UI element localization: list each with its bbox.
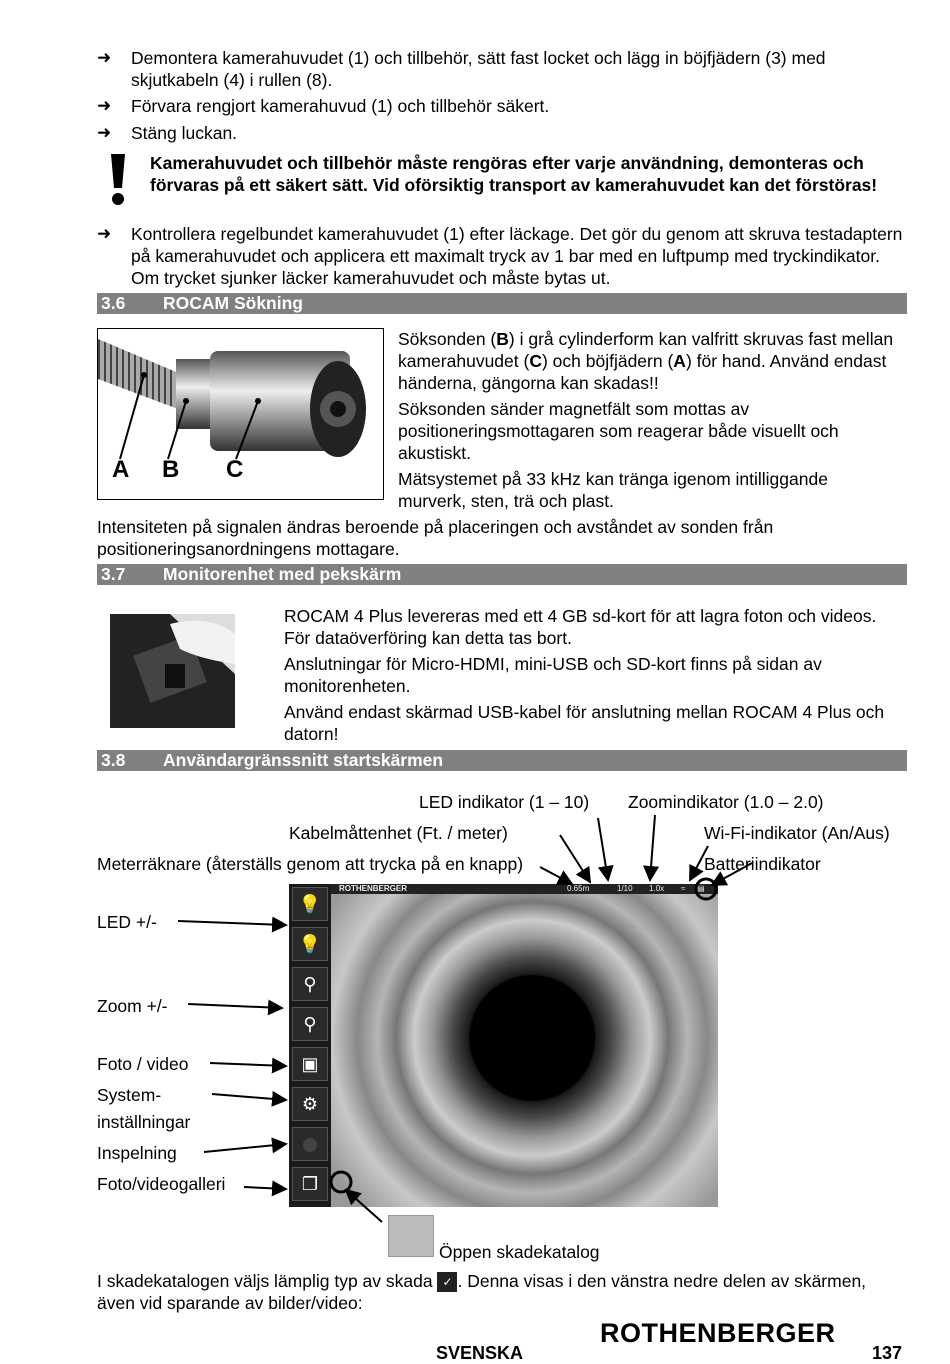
section-number: 3.6 [101, 293, 126, 313]
bullet-item [97, 122, 907, 144]
section-title: ROCAM Sökning [163, 293, 303, 313]
bullet-text: Förvara rengjort kamerahuvud (1) och tillbehör säkert. [131, 96, 550, 116]
screen-status-bar [331, 884, 718, 894]
arrow-right-icon: ➜ [97, 48, 112, 67]
section-title: Monitorenhet med pekskärm [163, 564, 402, 584]
wifi-icon: ≈ [681, 884, 686, 893]
led-level-readout: 1/10 [617, 884, 633, 893]
paragraph [97, 1270, 907, 1314]
bullet-text: Kontrollera regelbundet kamerahuvudet (1) efter läckage. Det gör du genom att skruva testadaptern på kamerahuvudet och applicera ett maximalt tryck av 1 bar med en luftpump med tryckindikator. Om trycket sjunker läcker kamerahuvudet och måste bytas ut. [131, 224, 903, 288]
distance-readout[interactable]: 0.65m [567, 884, 590, 893]
camera-icon[interactable]: ▣ [292, 1047, 328, 1081]
figure-label-c: C [226, 456, 244, 483]
paragraph: Söksonden sänder magnetfält som mottas av positioneringsmottagaren som reagerar både visuellt och akustiskt. [398, 399, 839, 463]
system-settings-label-2: inställningar [97, 1112, 191, 1132]
section-heading [97, 293, 907, 314]
meter-counter-label: Meterräknare (återställs genom att trycka på en knapp) [97, 854, 524, 874]
section-heading [97, 750, 907, 771]
page-number: 137 [872, 1343, 903, 1363]
led-plus-icon[interactable]: 💡 [292, 887, 328, 921]
camera-view [331, 894, 718, 1207]
exclamation-icon [108, 152, 128, 206]
damage-catalog-icon[interactable] [388, 1215, 434, 1257]
zoom-indicator-label: Zoomindikator (1.0 – 2.0) [628, 792, 824, 812]
screen-sidebar [289, 884, 331, 1207]
figure-label-b: B [162, 456, 180, 483]
gallery-icon[interactable]: ❐ [292, 1167, 328, 1201]
paragraph: Mätsystemet på 33 kHz kan tränga igenom intilliggande murverk, sten, trä och plast. [398, 469, 828, 511]
recording-label: Inspelning [97, 1143, 177, 1163]
camera-head-figure [97, 328, 384, 500]
paragraph: ROCAM 4 Plus levereras med ett 4 GB sd-kort för att lagra foton och videos. För dataöverföring kan detta tas bort. [284, 606, 877, 648]
bullet-text: Demontera kamerahuvudet (1) och tillbehör, sätt fast locket och lägg in böjfjädern (3) med skjutkabeln (4) i rullen (8). [131, 48, 826, 90]
paragraph: Söksonden (B) i grå cylinderform kan valfritt skruvas fast mellan kamerahuvudet (C) och böjfjädern (A) för hand. Använd endast händerna, gängorna kan skadas!! [398, 329, 894, 393]
system-settings-label-1: System- [97, 1085, 162, 1105]
bullet-item [97, 47, 907, 91]
paragraph: Anslutningar för Micro-HDMI, mini-USB och SD-kort finns på sidan av monitorenheten. [284, 654, 822, 696]
arrow-right-icon: ➜ [97, 123, 112, 142]
cable-unit-label: Kabelmåttenhet (Ft. / meter) [289, 823, 508, 843]
arrow-right-icon: ➜ [97, 224, 112, 243]
section-heading [97, 564, 907, 585]
battery-icon: ▤ [697, 884, 705, 893]
monitor-sd-card-image [110, 614, 235, 728]
record-icon[interactable] [292, 1127, 328, 1161]
damage-catalog-label: Öppen skadekatalog [439, 1242, 600, 1262]
zoom-level-readout: 1.0x [649, 884, 665, 893]
paragraph: Intensiteten på signalen ändras beroende på placeringen och avståndet av sonden från positioneringsanordningens mottagare. [97, 517, 774, 559]
closing-text-2: . Denna visas i den vänstra nedre delen av skärmen, även vid sparande av bilder/video: [97, 1271, 867, 1314]
wifi-indicator-label: Wi-Fi-indikator (An/Aus) [704, 823, 890, 843]
section-number: 3.7 [101, 564, 126, 584]
figure-label-a: A [112, 456, 130, 483]
photo-video-label: Foto / video [97, 1054, 189, 1074]
bullet-text: Stäng luckan. [131, 123, 238, 143]
closing-text: I skadekatalogen väljs lämplig typ av skada [97, 1271, 433, 1291]
zoom-plus-minus-label: Zoom +/- [97, 996, 168, 1016]
bullet-item [97, 95, 907, 117]
section-number: 3.8 [101, 750, 126, 770]
zoom-out-icon[interactable]: ⚲ [292, 1007, 328, 1041]
battery-indicator-label: Batteriindikator [704, 854, 821, 874]
section-title: Användargränssnitt startskärmen [163, 750, 444, 770]
monitor-screen [289, 884, 718, 1207]
screen-brand: ROTHENBERGER [339, 884, 408, 893]
gear-icon[interactable]: ⚙ [292, 1087, 328, 1121]
checkmark-icon: ✓ [437, 1272, 457, 1292]
led-plus-minus-label: LED +/- [97, 912, 157, 932]
zoom-in-icon[interactable]: ⚲ [292, 967, 328, 1001]
warning-text: Kamerahuvudet och tillbehör måste rengöras efter varje användning, demonteras och förvaras på ett säkert sätt. Vid oförsiktig transport av kamerahuvudet kan det förstöras! [150, 153, 878, 195]
footer-language: SVENSKA [436, 1343, 524, 1363]
led-indicator-label: LED indikator (1 – 10) [419, 792, 590, 812]
footer-logo: ROTHENBERGER [600, 1318, 836, 1348]
paragraph: Använd endast skärmad USB-kabel för anslutning mellan ROCAM 4 Plus och datorn! [284, 702, 885, 744]
led-minus-icon[interactable]: 💡 [292, 927, 328, 961]
bullet-item [97, 223, 907, 289]
arrow-right-icon: ➜ [97, 96, 112, 115]
gallery-label: Foto/videogalleri [97, 1174, 226, 1194]
